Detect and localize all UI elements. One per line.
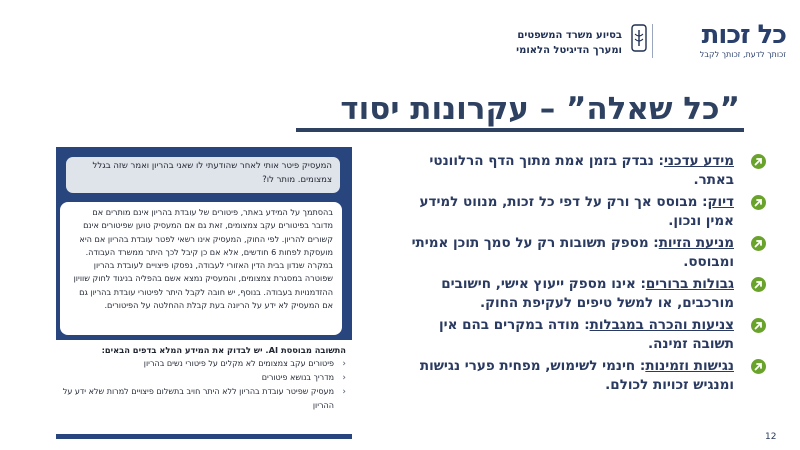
green-arrow-icon: [751, 236, 766, 251]
chevron-left-icon: ‹: [342, 387, 346, 397]
chat-screenshot: [56, 147, 352, 439]
principles-list: [396, 152, 768, 398]
green-arrow-icon: [751, 277, 766, 292]
principle-item: [396, 316, 768, 353]
partner-line-2: ומערך הדיגיטל הלאומי: [516, 45, 622, 56]
principle-text: : מספק תשובות רק על סמך תוכן אמיתי ומבוסס.: [411, 235, 734, 270]
principle-term: נגישות וזמינות: [645, 358, 734, 374]
logo-tagline: זכותך לדעת, זכותך לקבל: [699, 50, 786, 59]
partner-line-1: בסיוע משרד המשפטים: [517, 30, 622, 41]
principle-item: [396, 234, 768, 271]
links-heading: התשובה מבוססת AI. יש לבדוק את המידע המלא בדפים הבאים:: [101, 345, 346, 355]
principle-term: גבולות ברורים: [645, 276, 734, 292]
principle-term: דיוק: [707, 194, 734, 210]
source-link[interactable]: [62, 385, 346, 413]
principle-text: : מבוסס אך ורק על דפי כל זכות, מנווט למידע אמין ונכון.: [419, 194, 734, 229]
principle-text: : נבדק בזמן אמת מתוך הדף הרלוונטי באתר.: [429, 153, 734, 188]
source-link-label: מדריך בנושא פיטורים: [261, 373, 334, 382]
kol-zchut-logo: [636, 22, 786, 62]
source-link[interactable]: [62, 371, 346, 385]
state-emblem-icon: [631, 24, 647, 52]
user-question-bubble: המעסיק פיטר אותי לאחר שהודעתי לו שאני בהריון ואמר שזה בגלל צמצומים. מותר לו?: [66, 157, 340, 193]
principle-item: [396, 193, 768, 230]
principle-term: מניעת הזיות: [658, 235, 734, 251]
chevron-left-icon: ‹: [342, 359, 346, 369]
header-divider: [652, 24, 653, 58]
green-arrow-icon: [751, 154, 766, 169]
principle-text: : חינמי לשימוש, מפחית פערי נגישות ומנגיש זכויות לכולם.: [419, 358, 734, 393]
green-arrow-icon: [751, 318, 766, 333]
green-arrow-icon: [751, 359, 766, 374]
principle-text: : מודה במקרים בהם אין תשובה זמינה.: [438, 317, 734, 352]
principle-item: [396, 357, 768, 394]
principle-term: צניעות והכרה במגבלות: [589, 317, 734, 333]
chevron-left-icon: ‹: [342, 373, 346, 383]
principle-item: [396, 275, 768, 312]
green-arrow-icon: [751, 195, 766, 210]
source-link[interactable]: [62, 357, 346, 371]
principle-term: מידע עדכני: [663, 153, 734, 169]
logo-wordmark: כל זכות: [701, 20, 786, 50]
source-link-label: מעסיק שפיטר עובדת בהריון ללא היתר חויב בתשלום פיצויים למרות שלא ידע על ההריון: [62, 387, 334, 410]
principle-text: : אינו מספק ייעוץ אישי, חישובים מורכבים, או למשל טיפים לעקיפת החוק.: [441, 276, 734, 311]
slide-header: [0, 0, 800, 70]
title-underline: [296, 128, 744, 132]
partners-credit: [516, 28, 622, 58]
page-number: 12: [765, 432, 777, 442]
source-links-panel: [56, 340, 352, 434]
ai-answer-bubble: בהסתמך על המידע באתר, פיטורים של עובדת בהריון אינם מותרים אם מדובר בפיטורים עקב צמצומים, זאת גם אם המעסיק טוען שפיטורים אינם קשורים להריון. לפי החוק, המעסיק אינו רשאי לפטר עובדת בהריון אם היא מועסקת לפחות 6 חודשים, אלא אם כן קיבל לכך היתר ממשרד העבודה. במקרה שנדון בבית הדין האזורי לעבודה, נפסקו פיצויים לעובדת בהריון שפוטרה במסגרת צמצומים, והמעסיק נמצא אשם בהפליה בניגוד לחוק שוויון ההזדמנויות בעבודה. בנוסף, יש חובה לקבל היתר לפיטורי עובדת בהריון גם אם המעסיק לא ידע על הריונה בעת קבלת ההחלטה על הפיטורים.: [60, 202, 342, 335]
source-link-label: פיטורים עקב צמצומים לא מקלים על פיטורי נשים בהריון: [143, 359, 334, 368]
principle-item: [396, 152, 768, 189]
page-title: ”כל שאלה” – עקרונות יסוד: [340, 91, 740, 127]
